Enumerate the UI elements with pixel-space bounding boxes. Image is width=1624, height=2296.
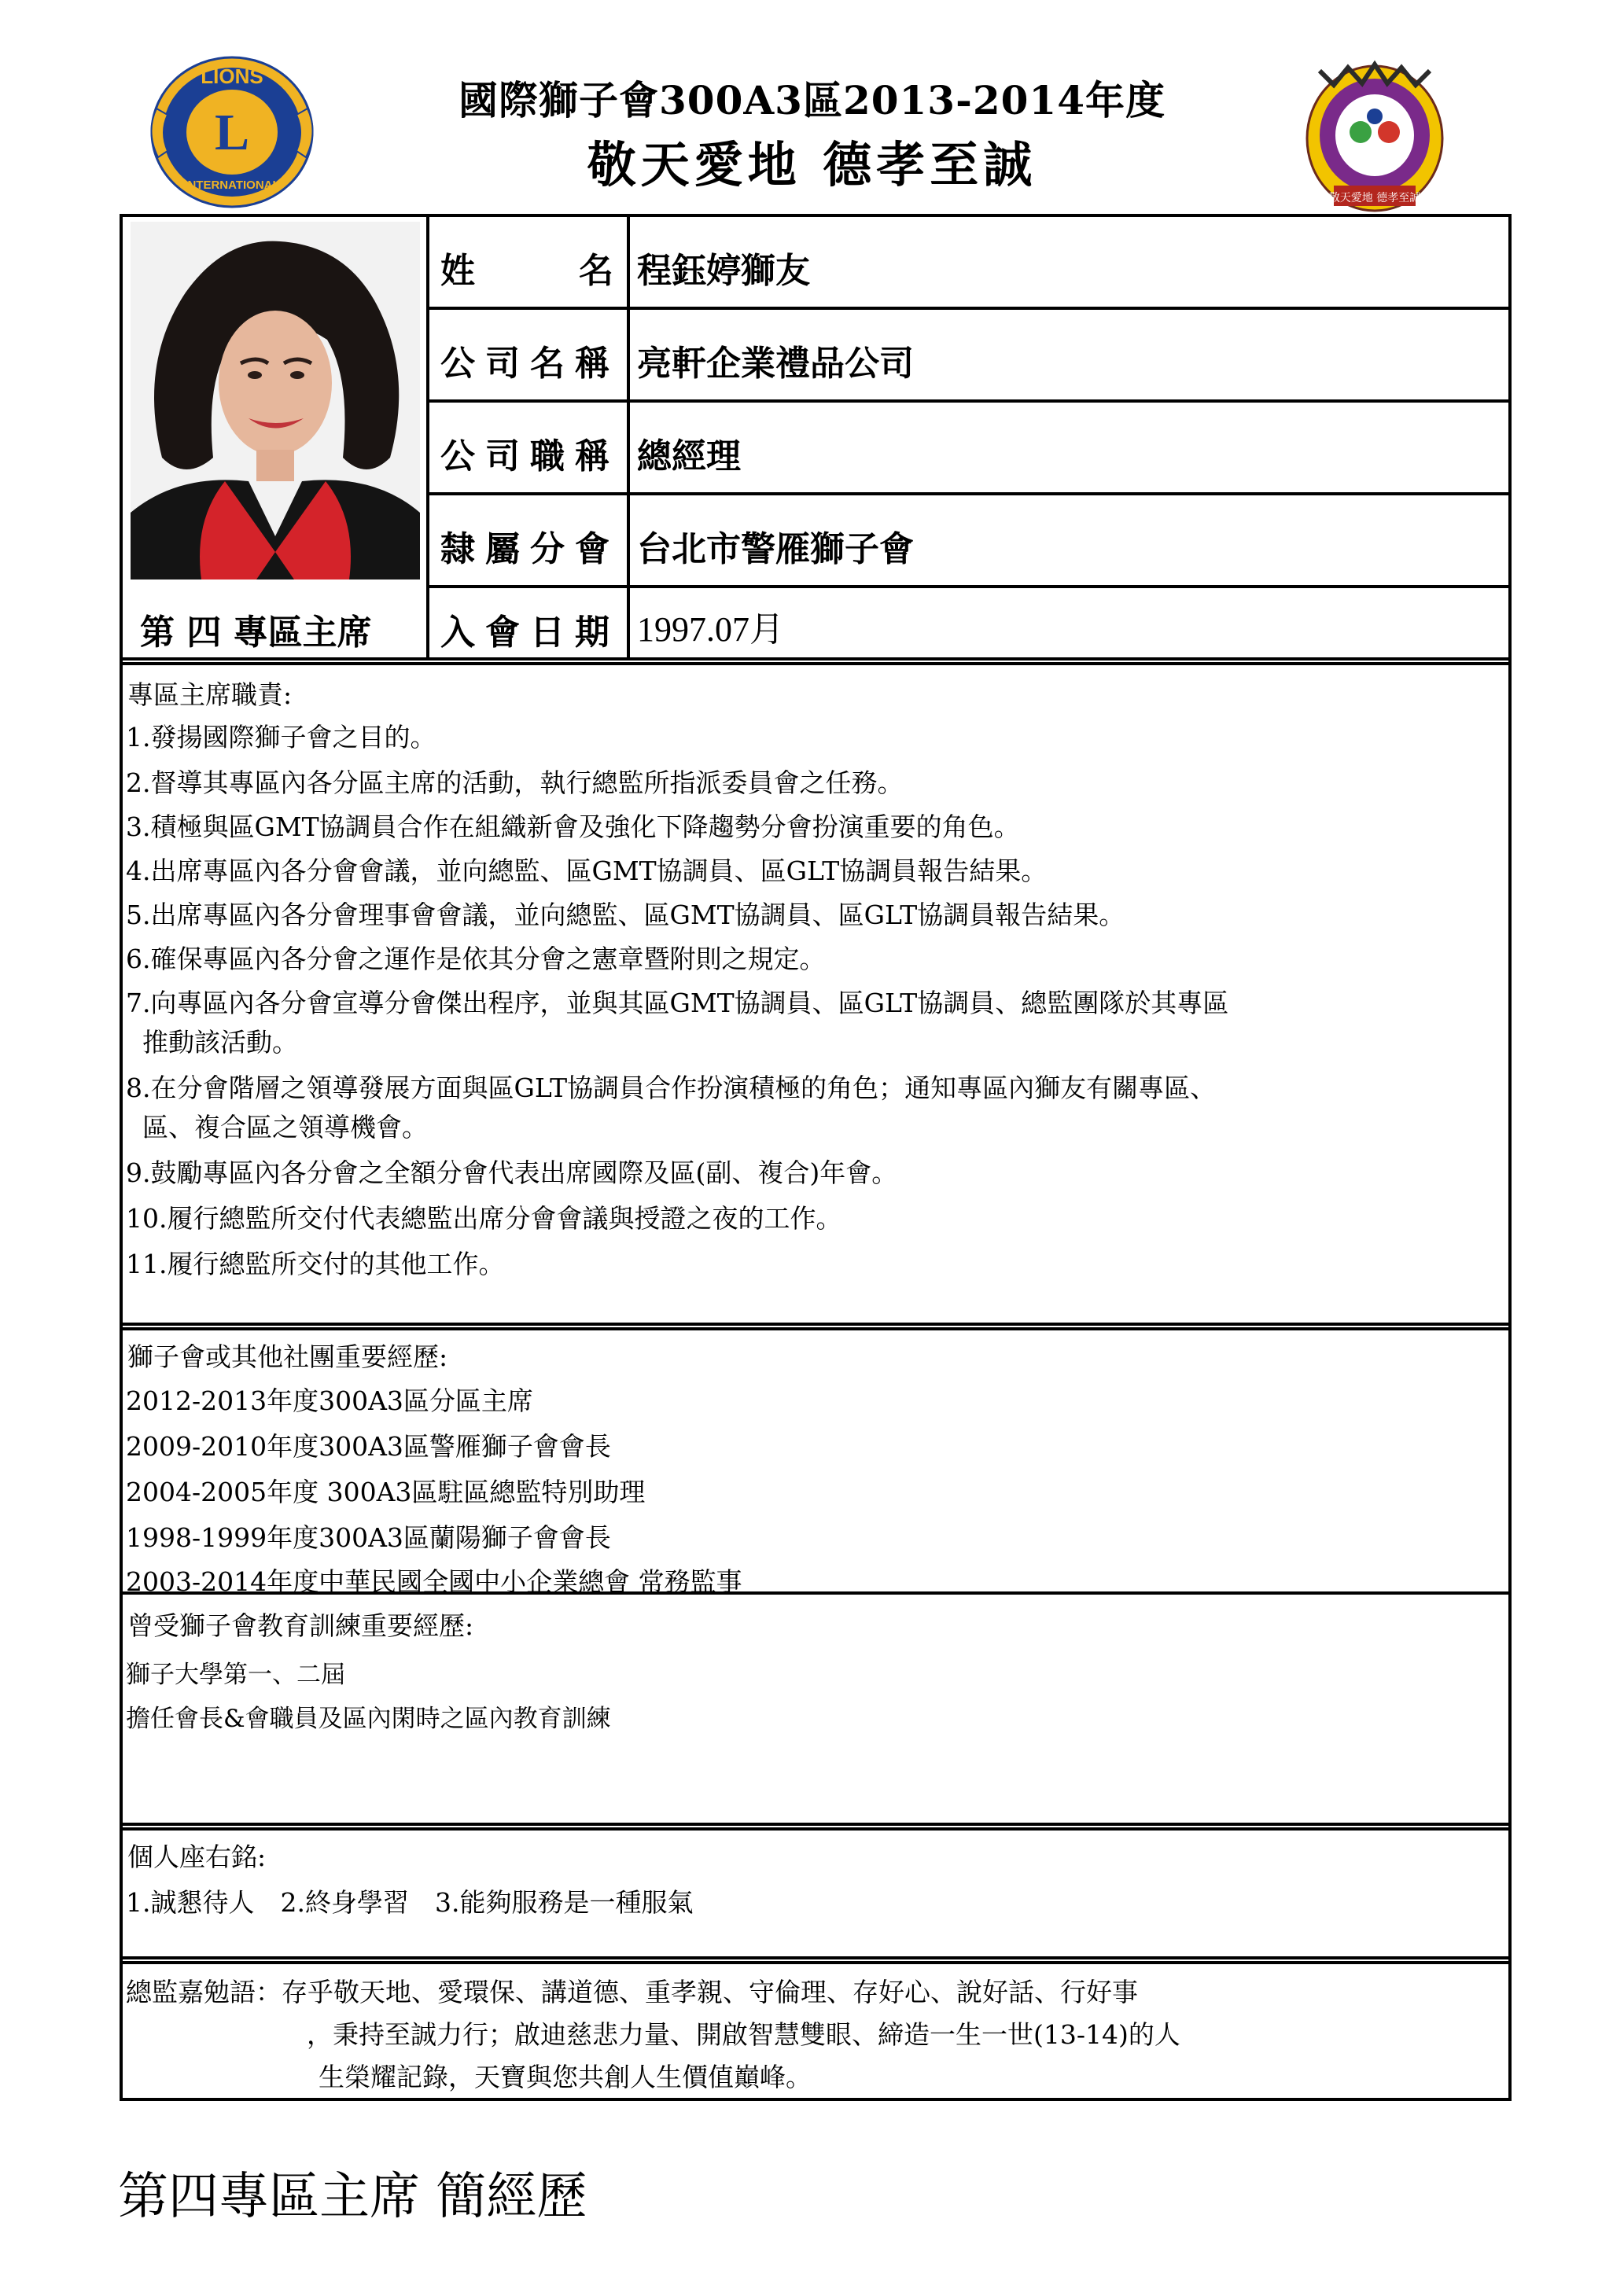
field-label-company: 公司名稱 — [440, 344, 620, 384]
duty-line: 6.確保專區內各分會之運作是依其分會之憲章暨附則之規定。 — [126, 944, 826, 974]
field-label-join-date: 入會日期 — [440, 613, 620, 653]
governor-line: 生榮耀記錄，天寶與您共創人生價值巔峰。 — [319, 2062, 812, 2092]
experience-line: 2004-2005年度 300A3區駐區總監特別助理 — [126, 1477, 646, 1507]
duties-title: 專區主席職責: — [127, 679, 293, 710]
duty-line: 11.履行總監所交付的其他工作。 — [126, 1249, 505, 1279]
duty-line: 2.督導其專區內各分區主席的活動，執行總監所指派委員會之任務。 — [126, 767, 904, 798]
experience-line: 1998-1999年度300A3區蘭陽獅子會會長 — [126, 1522, 611, 1553]
duty-line: 10.履行總監所交付代表總監出席分會會議與授證之夜的工作。 — [126, 1203, 842, 1234]
experience-line: 2003-2014年度中華民國全國中小企業總會 常務監事 — [126, 1566, 742, 1597]
role-caption: 第 四 專區主席 — [140, 613, 372, 653]
field-value-company: 亮軒企業禮品公司 — [637, 344, 914, 384]
section-line — [120, 1827, 1512, 1831]
duty-line: 5.出席專區內各分會理事會會議，並向總監、區GMT協調員、區GLT協調員報告結果。 — [126, 900, 1125, 930]
svg-text:INTERNATIONAL: INTERNATIONAL — [184, 178, 280, 192]
row-line — [120, 662, 1512, 665]
section-line — [120, 1956, 1512, 1959]
field-value-name: 程鈺婷獅友 — [637, 251, 810, 291]
section-line — [120, 1961, 1512, 1964]
svg-text:L: L — [214, 104, 250, 161]
duty-line: 1.發揚國際獅子會之目的。 — [126, 722, 436, 752]
row-line — [426, 492, 1512, 495]
training-line: 獅子大學第一、二屆 — [126, 1661, 345, 1689]
experience-line: 2009-2010年度300A3區警雁獅子會會長 — [126, 1431, 611, 1462]
governor-line: ，秉持至誠力行；啟迪慈悲力量、開啟智慧雙眼、締造一生一世(13-14)的人 — [307, 2019, 1180, 2050]
motto-title: 個人座右銘: — [127, 1842, 267, 1872]
page-title: 國際獅子會300A3區2013-2014年度 — [458, 77, 1166, 123]
field-value-title: 總經理 — [637, 436, 741, 476]
section-line — [120, 1327, 1512, 1330]
row-line — [120, 657, 1512, 660]
district-emblem-logo — [1304, 53, 1445, 215]
portrait-photo — [131, 222, 420, 580]
field-label-club: 隸屬分會 — [440, 529, 620, 569]
svg-text:LIONS: LIONS — [201, 64, 263, 88]
section-line — [120, 1823, 1512, 1826]
duty-line: 7.向專區內各分會宣導分會傑出程序，並與其區GMT協調員、區GLT協調員、總監團隊於其專區 — [126, 988, 1229, 1018]
field-label-name: 姓 名 — [440, 251, 613, 291]
duty-line: 8.在分會階層之領導發展方面與區GLT協調員合作扮演積極的角色；通知專區內獅友有關專區、 — [126, 1073, 1217, 1103]
footer-title: 第四專區主席 簡經歷 — [118, 2168, 587, 2226]
training-line: 擔任會長&會職員及區內閑時之區內教育訓練 — [126, 1705, 611, 1733]
governor-line: 總監嘉勉語：存乎敬天地、愛環保、講道德、重孝親、守倫理、存好心、說好話、行好事 — [126, 1977, 1138, 2007]
svg-text:敬天愛地 德孝至誠: 敬天愛地 德孝至誠 — [1328, 192, 1421, 204]
field-value-club: 台北市警雁獅子會 — [637, 529, 914, 569]
row-line — [426, 399, 1512, 403]
training-title: 曾受獅子會教育訓練重要經歷: — [127, 1610, 474, 1641]
experience-line: 2012-2013年度300A3區分區主席 — [126, 1385, 533, 1416]
duty-line: 4.出席專區內各分會會議，並向總監、區GMT協調員、區GLT協調員報告結果。 — [126, 855, 1048, 886]
photo-divider — [426, 214, 429, 660]
field-label-title: 公司職稱 — [440, 436, 620, 476]
duty-line: 推動該活動。 — [126, 1027, 298, 1058]
motto-line: 1.誠懇待人 2.終身學習 3.能夠服務是一種服氣 — [126, 1887, 694, 1918]
page-subtitle: 敬天愛地 德孝至誠 — [587, 136, 1037, 193]
duty-line: 區、複合區之領導機會。 — [126, 1112, 428, 1142]
experience-title: 獅子會或其他社團重要經歷: — [127, 1341, 448, 1372]
label-divider — [627, 214, 630, 660]
section-line — [120, 1323, 1512, 1326]
field-value-join-date: 1997.07月 — [637, 610, 784, 649]
row-line — [426, 585, 1512, 588]
row-line — [426, 307, 1512, 310]
duty-line: 3.積極與區GMT協調員合作在組織新會及強化下降趨勢分會扮演重要的角色。 — [126, 811, 1020, 842]
duty-line: 9.鼓勵專區內各分會之全額分會代表出席國際及區(副、複合)年會。 — [126, 1157, 898, 1188]
